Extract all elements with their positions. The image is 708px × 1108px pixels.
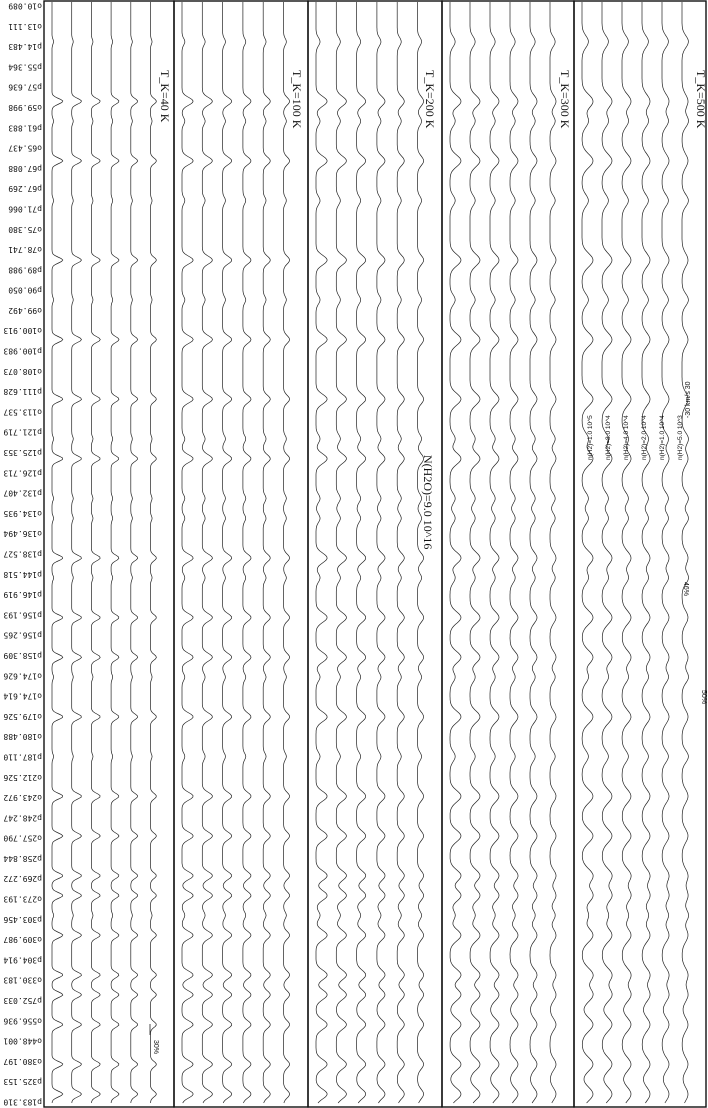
density-label-4: n(H2)=1.0 10^4 [659,415,666,460]
transition-label: o257.790 [3,833,42,843]
spectrum-trace-200k-n0 [316,2,327,1103]
spectrum-trace-40k-n3 [111,2,119,1103]
spectrum-trace-40k-n5 [151,2,157,1103]
transition-label: p132.407 [3,488,42,498]
spectrum-trace-300k-n2 [490,2,499,1103]
transition-label: p146.919 [3,590,42,600]
spectrum-trace-500k-n5 [682,2,689,1103]
transition-label: p55.364 [8,62,42,72]
transition-label: o380.197 [3,1056,42,1066]
spectrum-trace-100k-n0 [182,2,193,1103]
panel-label-40k: T_K=40 K [158,70,172,123]
transition-label: p125.353 [3,448,42,457]
density-label-0: n(H2)=1.0 10^5 [587,415,594,460]
column-density-label: N(H2O)=9.0 10^16 [421,455,435,550]
transition-label: p187.110 [3,752,42,762]
spectrum-trace-200k-n4 [397,2,404,1103]
panel-label-300k: T_K=300 K [558,70,572,129]
spectrum-trace-40k-n1 [72,2,82,1103]
transition-label: o330.183 [3,975,42,985]
spectrum-trace-40k-n2 [91,2,100,1103]
transition-label: p156.265 [3,630,42,640]
panel-label-200k: T_K=200 K [423,70,437,129]
transition-label: o13.111 [8,21,42,31]
transition-labels [3,2,42,1107]
transition-label: p89.988 [8,265,42,275]
transition-label: o65.437 [8,143,42,153]
density-label-3: n(H2)=2.0 10^4 [641,415,648,460]
transition-label: p111.628 [3,387,42,397]
density-labels [587,415,684,460]
transition-label: o134.935 [3,508,42,518]
transition-label: o448.001 [3,1036,42,1046]
transition-label: p67.269 [8,184,42,194]
spectrum-trace-100k-n5 [284,2,290,1103]
transition-label: p126.713 [3,468,42,478]
transition-label: p158.309 [3,651,42,660]
transition-label: o273.193 [3,894,42,904]
transition-label: p183.310 [3,1097,42,1107]
panel-frame-40k [44,1,174,1107]
transition-label: o108.073 [3,366,42,376]
spectrum-trace-300k-n4 [530,2,537,1103]
transition-label: o113.537 [3,407,42,417]
transition-label: p304.914 [3,955,42,965]
transition-label: p325.153 [3,1077,42,1087]
spectrum-trace-300k-n3 [510,2,518,1103]
transition-label: p71.066 [8,204,42,214]
transition-label: o78.741 [8,245,42,255]
transition-label: p156.193 [3,610,42,620]
transition-label: o100.913 [3,326,42,336]
transition-label: o174.626 [3,671,42,681]
spectrum-trace-100k-n1 [202,2,212,1103]
transition-label: o179.526 [3,711,42,721]
transition-label: o243.972 [3,793,42,803]
transition-label: p121.719 [3,427,42,437]
spectra-traces [52,2,689,1103]
density-label-1: n(H2)=8.0 10^4 [605,415,612,460]
spectrum-trace-500k-n3 [642,2,650,1103]
spectrum-trace-200k-n3 [377,2,385,1103]
spectrum-trace-300k-n5 [550,2,556,1103]
spectrum-trace-200k-n2 [357,2,366,1103]
density-label-5: n(H2)=5.0 10^3 [677,415,684,460]
spectrum-trace-500k-n4 [662,2,669,1103]
transition-label: p258.844 [3,853,42,863]
transition-label: p144.518 [3,569,42,579]
transition-label: o75.380 [8,224,42,234]
spectrum-trace-500k-n0 [582,2,593,1103]
spectrum-trace-300k-n0 [450,2,461,1103]
scale-annotation-30pct: 30% [152,1040,159,1055]
transition-label: p138.527 [3,549,42,559]
scale-annotation-46pct: 46% [682,582,689,597]
transition-label: p248.247 [3,813,42,823]
spectrum-trace-100k-n3 [243,2,251,1103]
transition-label: o99.492 [8,305,42,315]
scale-annotation-50pct: 50% [700,690,707,705]
transition-label: p752.033 [3,996,42,1005]
density-label-2: n(H2)=4.0 10^4 [623,415,630,460]
spectrum-trace-40k-n0 [52,2,63,1103]
transition-label: p14.483 [8,42,42,52]
spectrum-trace-200k-n5 [418,2,424,1103]
transition-label: o59.998 [8,103,42,112]
transition-label: o10.089 [8,1,42,11]
panel-label-100k: T_K=100 K [290,70,304,129]
transition-label: p90.050 [8,285,42,295]
scale-annotation-velocity: -30 km/s 30 [685,381,692,418]
transition-label: o174.614 [3,691,42,701]
transition-label: p61.883 [8,123,42,133]
spectrum-trace-500k-n2 [622,2,631,1103]
spectrum-trace-100k-n4 [263,2,270,1103]
transition-label: o180.488 [3,732,42,742]
transition-label: p100.983 [3,346,42,356]
transition-label: o212.526 [3,772,42,782]
panel-labels [158,70,708,129]
panel-label-500k: T_K=500 K [694,70,708,129]
panel-frames [44,1,706,1107]
transition-label: o309.987 [3,935,42,945]
spectrum-trace-500k-n1 [602,2,612,1103]
transition-label: p303.456 [3,914,42,924]
panel-frame-300k [442,1,574,1107]
transition-label: o136.494 [3,529,42,539]
spectrum-trace-100k-n2 [223,2,232,1103]
spectrum-trace-40k-n4 [131,2,138,1103]
spectrum-trace-300k-n1 [470,2,480,1103]
transition-label: p269.272 [3,874,42,884]
transition-label: p67.088 [8,163,42,173]
transition-label: o556.936 [3,1016,42,1026]
transition-label: p57.636 [8,82,42,92]
panel-frame-100k [174,1,308,1107]
spectrum-trace-200k-n1 [336,2,346,1103]
